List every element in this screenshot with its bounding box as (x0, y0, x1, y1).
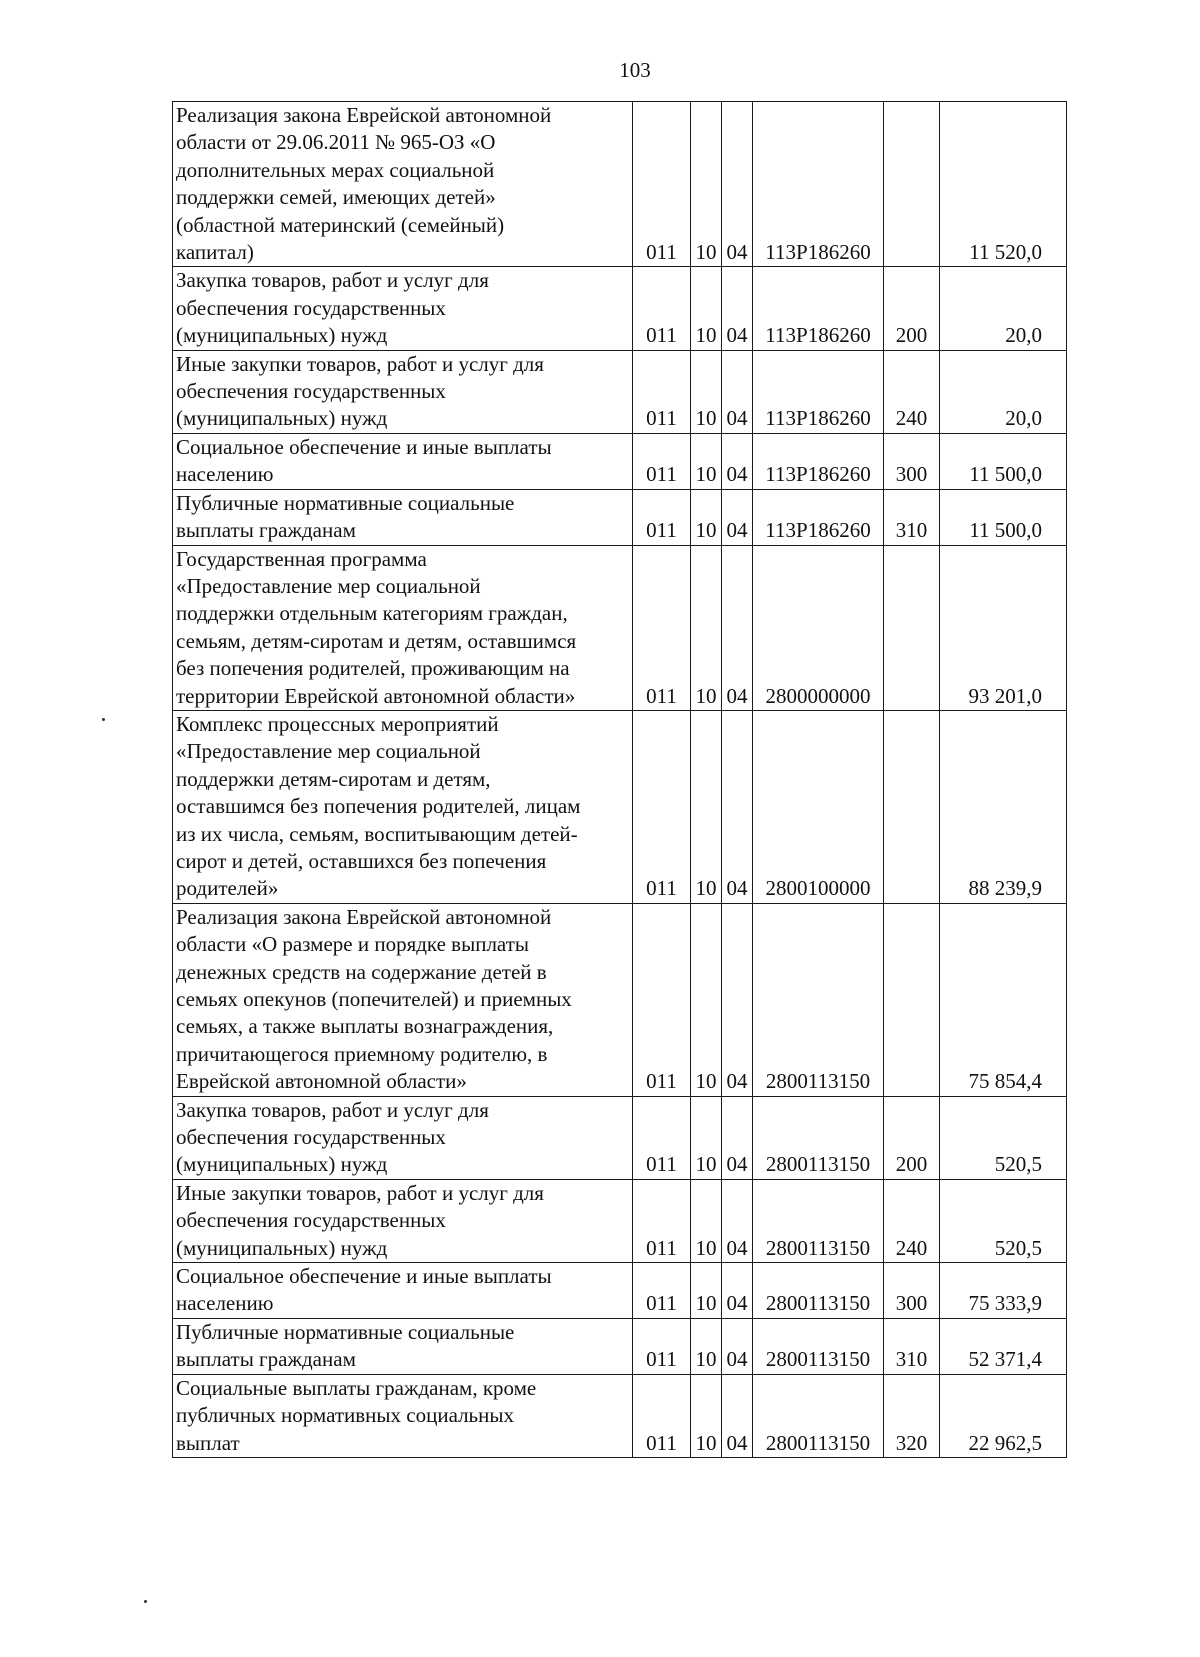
expense-type-cell: 200 (884, 267, 940, 350)
scan-speck (102, 718, 105, 721)
description-line: населению (176, 462, 274, 487)
expense-type-cell: 240 (884, 1179, 940, 1262)
description-line: обеспечения государственных (176, 295, 446, 320)
expense-type-cell: 240 (884, 350, 940, 433)
target-article-cell: 113P186260 (753, 489, 884, 545)
target-article-cell: 113P186260 (753, 433, 884, 489)
description-cell (173, 267, 633, 350)
target-article-cell: 2800113150 (753, 903, 884, 1096)
target-article-cell: 2800113150 (753, 1374, 884, 1457)
table-row (173, 102, 1067, 267)
table-row (173, 267, 1067, 350)
expense-type-cell: 320 (884, 1374, 940, 1457)
expense-type-cell (884, 710, 940, 903)
subsection-code-cell: 04 (722, 1096, 753, 1179)
amount-cell: 520,5 (940, 1096, 1067, 1179)
ved-code-cell: 011 (633, 1096, 691, 1179)
amount-cell: 20,0 (940, 350, 1067, 433)
amount-cell: 52 371,4 (940, 1318, 1067, 1374)
description-cell (173, 545, 633, 710)
description-cell (173, 489, 633, 545)
description-cell (173, 710, 633, 903)
expense-type-cell: 310 (884, 1318, 940, 1374)
section-code-cell: 10 (691, 1096, 722, 1179)
description-line: Государственная программа (176, 546, 427, 571)
description-cell (173, 1179, 633, 1262)
subsection-code-cell: 04 (722, 545, 753, 710)
section-code-cell: 10 (691, 267, 722, 350)
description-line: Публичные нормативные социальные (176, 490, 515, 515)
description-line: обеспечения государственных (176, 1125, 446, 1150)
description-line: Иные закупки товаров, работ и услуг для (176, 351, 544, 376)
section-code-cell: 10 (691, 433, 722, 489)
expense-type-cell (884, 903, 940, 1096)
description-cell (173, 1263, 633, 1319)
description-cell (173, 1318, 633, 1374)
amount-cell: 520,5 (940, 1179, 1067, 1262)
description-line: дополнительных мерах социальной (176, 157, 495, 182)
ved-code-cell: 011 (633, 710, 691, 903)
subsection-code-cell: 04 (722, 350, 753, 433)
subsection-code-cell: 04 (722, 433, 753, 489)
description-line: (муниципальных) нужд (176, 1152, 388, 1177)
target-article-cell: 2800100000 (753, 710, 884, 903)
section-code-cell: 10 (691, 1374, 722, 1457)
description-line: Реализация закона Еврейской автономной (176, 103, 552, 127)
table-row (173, 1374, 1067, 1457)
ved-code-cell: 011 (633, 350, 691, 433)
table-row (173, 710, 1067, 903)
description-line: области от 29.06.2011 № 965-ОЗ «О (176, 130, 496, 155)
scan-speck (144, 1600, 147, 1603)
description-line: из их числа, семьям, воспитывающим детей- (176, 821, 578, 846)
description-line: выплаты гражданам (176, 1347, 356, 1372)
description-line: публичных нормативных социальных (176, 1403, 514, 1428)
description-line: родителей» (176, 876, 279, 901)
amount-cell: 20,0 (940, 267, 1067, 350)
ved-code-cell: 011 (633, 903, 691, 1096)
ved-code-cell: 011 (633, 102, 691, 267)
amount-cell: 11 520,0 (940, 102, 1067, 267)
expense-type-cell: 200 (884, 1096, 940, 1179)
description-line: (областной материнский (семейный) (176, 212, 505, 237)
description-line: семьях, а также выплаты вознаграждения, (176, 1014, 554, 1039)
description-line: выплат (176, 1430, 240, 1455)
description-cell (173, 903, 633, 1096)
budget-table-body (173, 102, 1067, 1458)
section-code-cell: 10 (691, 710, 722, 903)
ved-code-cell: 011 (633, 489, 691, 545)
section-code-cell: 10 (691, 545, 722, 710)
description-line: «Предоставление мер социальной (176, 573, 481, 598)
subsection-code-cell: 04 (722, 1374, 753, 1457)
amount-cell: 93 201,0 (940, 545, 1067, 710)
ved-code-cell: 011 (633, 433, 691, 489)
expense-type-cell (884, 545, 940, 710)
ved-code-cell: 011 (633, 1318, 691, 1374)
description-line: Еврейской автономной области» (176, 1069, 467, 1094)
amount-cell: 75 854,4 (940, 903, 1067, 1096)
target-article-cell: 2800113150 (753, 1096, 884, 1179)
amount-cell: 22 962,5 (940, 1374, 1067, 1457)
description-line: Публичные нормативные социальные (176, 1319, 515, 1344)
table-row (173, 1318, 1067, 1374)
target-article-cell: 113P186260 (753, 267, 884, 350)
subsection-code-cell: 04 (722, 102, 753, 267)
description-line: без попечения родителей, проживающим на (176, 656, 570, 681)
ved-code-cell: 011 (633, 267, 691, 350)
description-line: Реализация закона Еврейской автономной (176, 904, 552, 929)
table-row (173, 1263, 1067, 1319)
subsection-code-cell: 04 (722, 1263, 753, 1319)
table-row (173, 433, 1067, 489)
expense-type-cell: 300 (884, 1263, 940, 1319)
description-line: поддержки семей, имеющих детей» (176, 185, 496, 210)
table-row (173, 350, 1067, 433)
description-line: поддержки отдельным категориям граждан, (176, 601, 568, 626)
target-article-cell: 2800113150 (753, 1318, 884, 1374)
ved-code-cell: 011 (633, 1179, 691, 1262)
description-line: Закупка товаров, работ и услуг для (176, 1097, 489, 1122)
section-code-cell: 10 (691, 350, 722, 433)
description-line: (муниципальных) нужд (176, 1235, 388, 1260)
description-line: поддержки детям-сиротам и детям, (176, 766, 491, 791)
subsection-code-cell: 04 (722, 489, 753, 545)
description-line: Комплекс процессных мероприятий (176, 711, 499, 736)
description-cell (173, 433, 633, 489)
description-line: области «О размере и порядке выплаты (176, 932, 529, 957)
description-line: выплаты гражданам (176, 518, 356, 543)
description-cell (173, 102, 633, 267)
description-cell (173, 1374, 633, 1457)
ved-code-cell: 011 (633, 1263, 691, 1319)
ved-code-cell: 011 (633, 545, 691, 710)
description-line: семьях опекунов (попечителей) и приемных (176, 987, 572, 1011)
description-line: «Предоставление мер социальной (176, 739, 481, 764)
page-number: 103 (619, 58, 651, 82)
ved-code-cell: 011 (633, 1374, 691, 1457)
description-line: (муниципальных) нужд (176, 406, 388, 431)
table-row (173, 545, 1067, 710)
section-code-cell: 10 (691, 1318, 722, 1374)
description-line: капитал) (176, 240, 254, 265)
description-line: (муниципальных) нужд (176, 323, 388, 348)
description-line: семьям, детям-сиротам и детям, оставшимся (176, 628, 577, 653)
section-code-cell: 10 (691, 903, 722, 1096)
description-line: причитающегося приемному родителю, в (176, 1041, 548, 1066)
section-code-cell: 10 (691, 1179, 722, 1262)
expense-type-cell: 310 (884, 489, 940, 545)
table-row (173, 1179, 1067, 1262)
description-line: Закупка товаров, работ и услуг для (176, 268, 489, 293)
section-code-cell: 10 (691, 1263, 722, 1319)
description-line: Социальные выплаты гражданам, кроме (176, 1375, 537, 1400)
description-line: оставшимся без попечения родителей, лицам (176, 794, 581, 819)
section-code-cell: 10 (691, 102, 722, 267)
subsection-code-cell: 04 (722, 1179, 753, 1262)
amount-cell: 88 239,9 (940, 710, 1067, 903)
description-cell (173, 350, 633, 433)
description-line: обеспечения государственных (176, 379, 446, 404)
description-line: Социальное обеспечение и иные выплаты (176, 434, 552, 459)
table-row (173, 1096, 1067, 1179)
section-code-cell: 10 (691, 489, 722, 545)
target-article-cell: 2800113150 (753, 1263, 884, 1319)
amount-cell: 11 500,0 (940, 489, 1067, 545)
subsection-code-cell: 04 (722, 903, 753, 1096)
subsection-code-cell: 04 (722, 710, 753, 903)
description-line: Социальное обеспечение и иные выплаты (176, 1264, 552, 1289)
subsection-code-cell: 04 (722, 1318, 753, 1374)
target-article-cell: 2800000000 (753, 545, 884, 710)
expense-type-cell: 300 (884, 433, 940, 489)
subsection-code-cell: 04 (722, 267, 753, 350)
amount-cell: 75 333,9 (940, 1263, 1067, 1319)
target-article-cell: 113P186260 (753, 102, 884, 267)
expense-type-cell (884, 102, 940, 267)
table-row (173, 489, 1067, 545)
target-article-cell: 2800113150 (753, 1179, 884, 1262)
amount-cell: 11 500,0 (940, 433, 1067, 489)
budget-table (172, 101, 1067, 1458)
description-line: сирот и детей, оставшихся без попечения (176, 848, 547, 873)
description-cell (173, 1096, 633, 1179)
target-article-cell: 113P186260 (753, 350, 884, 433)
description-line: Иные закупки товаров, работ и услуг для (176, 1180, 544, 1205)
description-line: населению (176, 1291, 274, 1316)
description-line: денежных средств на содержание детей в (176, 959, 547, 984)
table-row (173, 903, 1067, 1096)
description-line: территории Еврейской автономной области» (176, 683, 576, 708)
description-line: обеспечения государственных (176, 1208, 446, 1233)
